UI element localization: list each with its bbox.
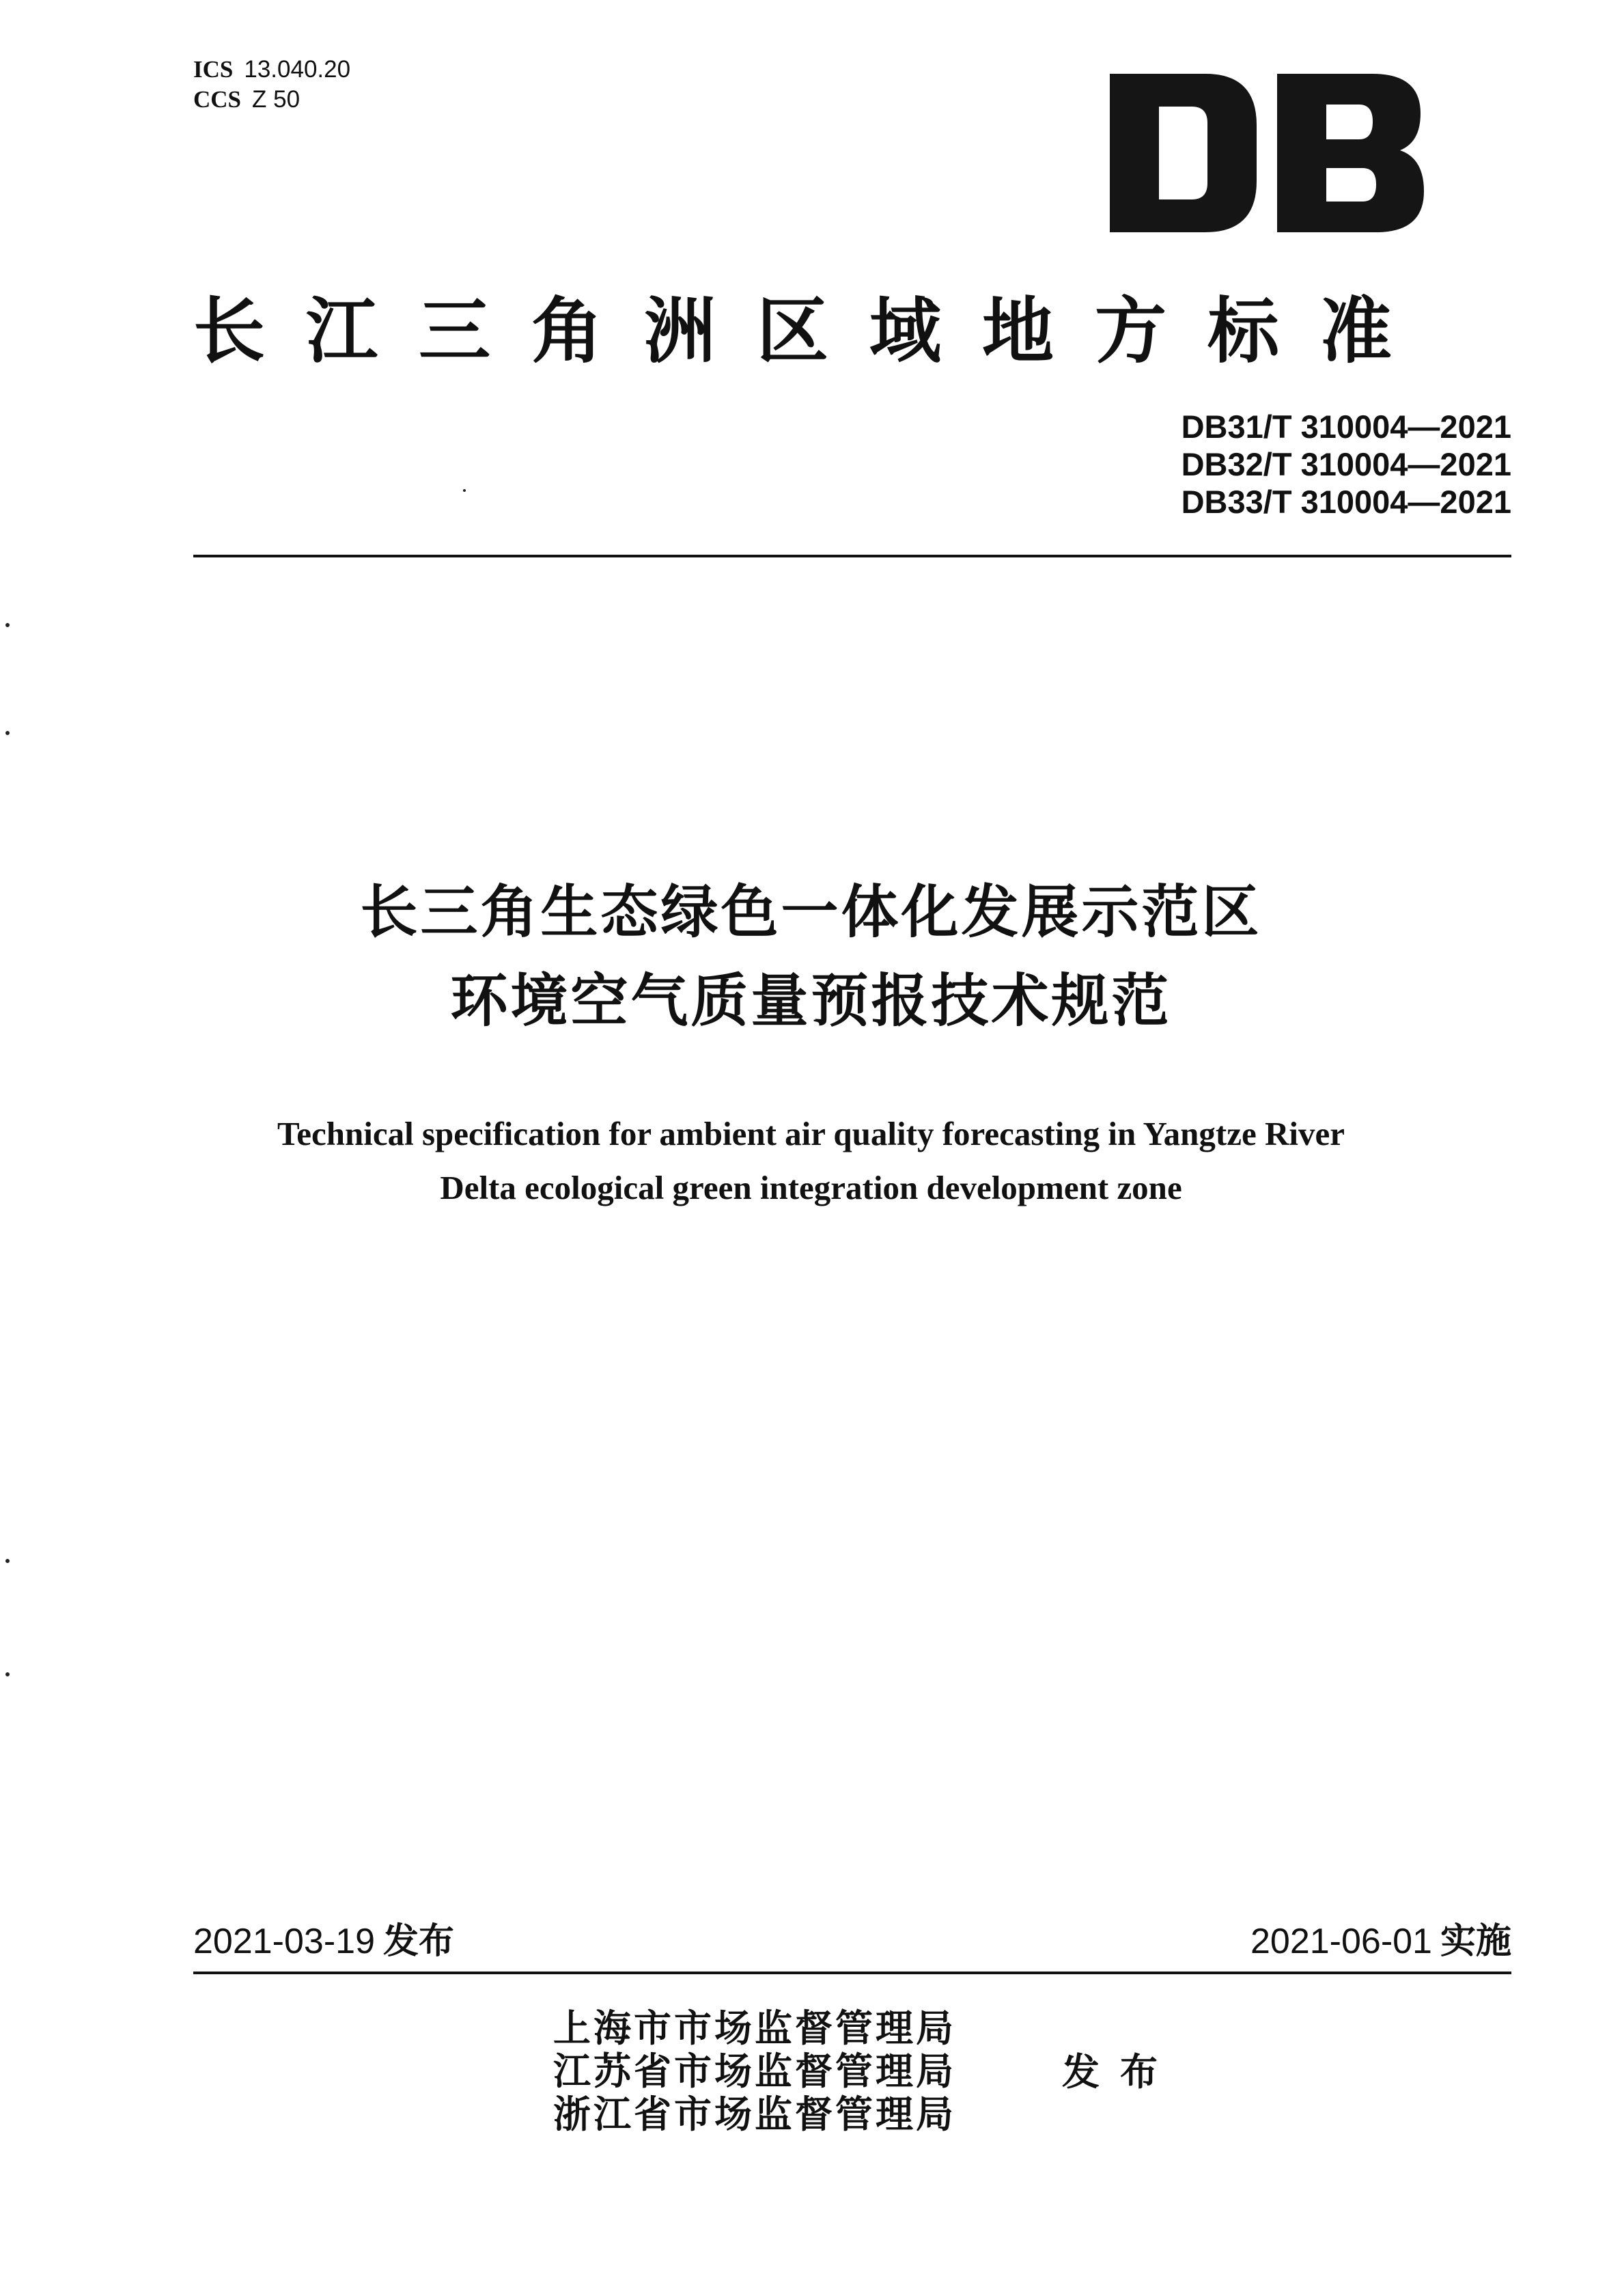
divider-bottom (193, 1972, 1511, 1974)
ics-label: ICS (193, 56, 234, 83)
title-english-line1: Technical specification for ambient air quality forecasting in Yangtze River (277, 1115, 1345, 1152)
divider-top (193, 555, 1511, 557)
issue-date-label: 发布 (383, 1921, 455, 1962)
ccs-code (193, 85, 350, 115)
scan-speck (5, 1559, 10, 1563)
implement-date-value: 2021-06-01 (1250, 1922, 1432, 1961)
publish-label: 发布 (1062, 2050, 1179, 2094)
standard-number: DB31/T 310004—2021 (1181, 409, 1511, 445)
title-english-line2: Delta ecological green integration development zone (440, 1169, 1182, 1206)
ccs-value: Z 50 (252, 86, 300, 113)
title-chinese-line1: 长三角生态绿色一体化发展示范区 (360, 879, 1262, 945)
scan-speck (5, 731, 10, 735)
db-logo (1110, 74, 1424, 232)
standard-number: DB32/T 310004—2021 (1181, 446, 1511, 482)
scan-speck (5, 1672, 10, 1676)
issuing-authorities (553, 2007, 956, 2136)
issuer: 江苏省市场监督管理局 (553, 2049, 957, 2093)
issue-date (193, 1920, 454, 1963)
issue-date-value: 2021-03-19 (193, 1922, 375, 1961)
scan-speck (463, 489, 466, 492)
issuer: 浙江省市场监督管理局 (553, 2092, 957, 2136)
standard-numbers (1181, 408, 1511, 521)
title-english (0, 1107, 1622, 1215)
implement-date (1250, 1920, 1511, 1963)
standard-number: DB33/T 310004—2021 (1181, 484, 1511, 520)
ics-value: 13.040.20 (244, 56, 351, 83)
scan-speck (5, 623, 10, 627)
issuer: 上海市市场监督管理局 (553, 2006, 957, 2050)
title-chinese (0, 868, 1622, 1045)
title-chinese-line2: 环境空气质量预报技术规范 (450, 967, 1172, 1034)
header-title: 长江三角洲区域地方标准 (193, 290, 1434, 373)
classification-codes (193, 55, 350, 115)
implement-date-label: 实施 (1440, 1921, 1511, 1962)
ics-code (193, 55, 350, 85)
ccs-label: CCS (193, 86, 242, 113)
